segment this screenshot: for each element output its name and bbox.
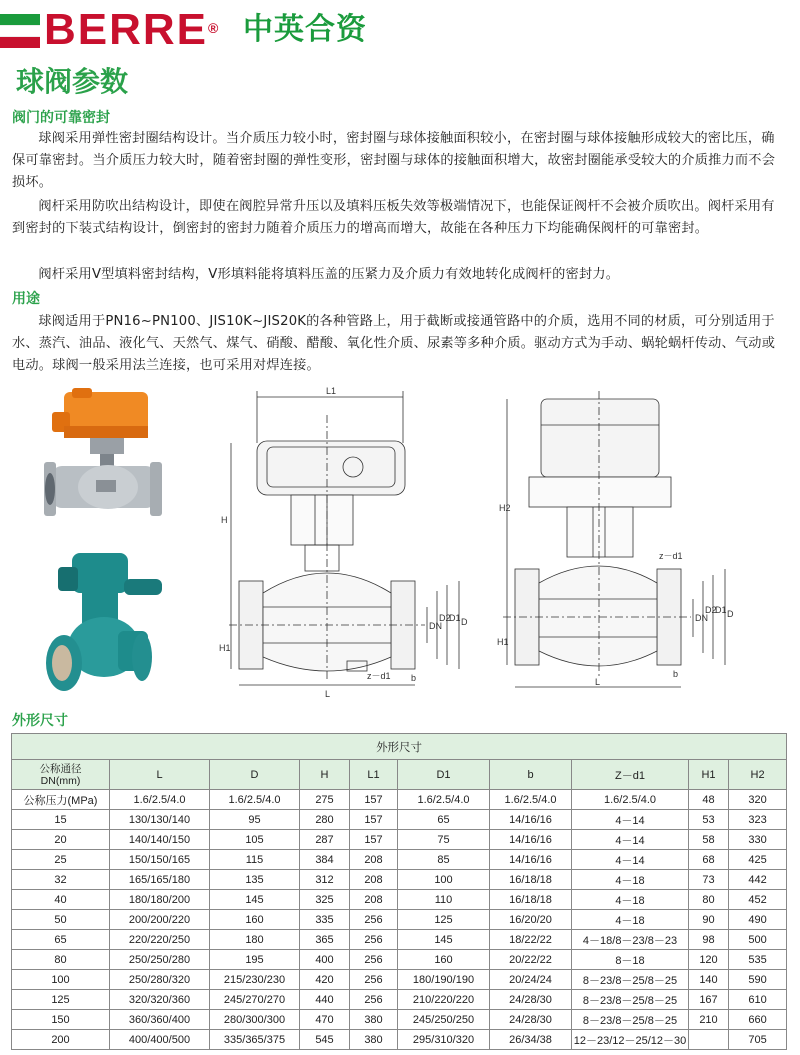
table-cell: 145 [398,930,490,950]
table-cell: 208 [350,890,398,910]
table-cell: 73 [689,870,729,890]
table-cell: 98 [689,930,729,950]
table-cell: 215/230/230 [210,970,300,990]
table-cell: 14/16/16 [490,830,572,850]
table-cell: 245/270/270 [210,990,300,1010]
table-cell: 180/190/190 [398,970,490,990]
table-cell: 256 [350,930,398,950]
section-heading-usage: 用途 [12,291,40,307]
table-cell: 287 [300,830,350,850]
brand-logo: BERRE® [44,5,221,54]
column-header: L1 [350,760,398,790]
table-cell: 400/400/500 [110,1030,210,1050]
table-cell: 105 [210,830,300,850]
table-cell: 610 [729,990,787,1010]
table-cell: 167 [689,990,729,1010]
table-row [12,790,787,810]
table-cell: 4－14 [572,850,689,870]
column-header: b [490,760,572,790]
table-row [12,970,787,990]
table-cell: 535 [729,950,787,970]
label-D1: D1 [715,605,727,615]
table-cell: 1.6/2.5/4.0 [110,790,210,810]
table-cell: 150/150/165 [110,850,210,870]
table-cell: 135 [210,870,300,890]
table-cell: 160 [398,950,490,970]
table-cell: 14/16/16 [490,810,572,830]
label-b: b [673,669,679,679]
table-cell: 16/18/18 [490,890,572,910]
table-cell: 590 [729,970,787,990]
label-L: L [325,689,331,699]
table-cell: 130/130/140 [110,810,210,830]
table-cell: 140/140/150 [110,830,210,850]
table-cell: 20/22/22 [490,950,572,970]
table-cell: 24/28/30 [490,1010,572,1030]
column-header: Z－d1 [572,760,689,790]
table-cell: 250/280/320 [110,970,210,990]
table-cell: 40 [12,890,110,910]
header [0,0,800,62]
column-header: L [110,760,210,790]
table-cell: 380 [350,1030,398,1050]
table-cell: 58 [689,830,729,850]
paragraph: 球阀采用弹性密封圈结构设计。当介质压力较小时，密封圈与球体接触面积较小，在密封圈与球体接触形成较大的密比压，确保可靠密封。当介质压力较大时，随着密封圈的弹性变形，密封圈与球体的接触面积增大，故密封圈能承受较大的介质推力而不会损坏。 [12,131,776,190]
table-cell: 365 [300,930,350,950]
table-row [12,990,787,1010]
table-cell: 323 [729,810,787,830]
table-cell: 384 [300,850,350,870]
table-cell: 200 [12,1030,110,1050]
table-cell: 400 [300,950,350,970]
table-cell: 660 [729,1010,787,1030]
table-cell: 8－18 [572,950,689,970]
table-cell: 1.6/2.5/4.0 [572,790,689,810]
table-row [12,930,787,950]
table-cell: 256 [350,950,398,970]
section-heading-dimensions: 外形尺寸 [12,713,68,729]
table-cell: 280/300/300 [210,1010,300,1030]
column-header: H1 [689,760,729,790]
table-cell: 150 [12,1010,110,1030]
table-cell: 18/22/22 [490,930,572,950]
label-H: H [221,515,228,525]
table-cell: 125 [398,910,490,930]
label-D1: D1 [449,613,461,623]
table-cell: 120 [689,950,729,970]
table-cell: 180 [210,930,300,950]
table-cell: 14/16/16 [490,850,572,870]
table-cell: 452 [729,890,787,910]
label-z-d1: z－d1 [659,551,683,561]
table-cell: 360/360/400 [110,1010,210,1030]
table-cell: 195 [210,950,300,970]
table-cell: 208 [350,850,398,870]
label-H1: H1 [497,637,509,647]
table-cell: 312 [300,870,350,890]
table-cell: 4－18 [572,870,689,890]
column-header: D [210,760,300,790]
column-header: H2 [729,760,787,790]
table-cell: 26/34/38 [490,1030,572,1050]
table-cell: 442 [729,870,787,890]
table-cell: 75 [398,830,490,850]
table-cell: 公称压力(MPa) [12,790,110,810]
table-cell: 157 [350,790,398,810]
table-cell: 320 [729,790,787,810]
table-cell: 500 [729,930,787,950]
label-DN: DN [695,613,708,623]
table-cell: 16/18/18 [490,870,572,890]
label-L1: L1 [326,386,337,396]
table-cell: 12－23/12－25/12－30 [572,1030,689,1050]
table-row [12,950,787,970]
table-cell: 90 [689,910,729,930]
table-cell: 200/200/220 [110,910,210,930]
column-header: D1 [398,760,490,790]
table-cell: 24/28/30 [490,990,572,1010]
table-cell: 490 [729,910,787,930]
table-cell: 100 [12,970,110,990]
table-cell: 110 [398,890,490,910]
dimension-drawing-right [495,385,745,705]
table-cell: 275 [300,790,350,810]
table-cell: 4－18 [572,890,689,910]
table-cell: 220/220/250 [110,930,210,950]
table-cell: 440 [300,990,350,1010]
table-cell: 1.6/2.5/4.0 [490,790,572,810]
table-cell: 420 [300,970,350,990]
table-cell: 295/310/320 [398,1030,490,1050]
table-cell: 8－23/8－25/8－25 [572,970,689,990]
table-cell: 425 [729,850,787,870]
table-cell: 160 [210,910,300,930]
table-row [12,910,787,930]
table-cell: 65 [12,930,110,950]
table-caption: 外形尺寸 [12,734,787,760]
table-cell: 115 [210,850,300,870]
table-header-row [12,760,787,790]
table-cell: 208 [350,870,398,890]
table-cell: 53 [689,810,729,830]
table-row [12,890,787,910]
label-H2: H2 [499,503,511,513]
label-D2: D2 [439,613,451,623]
table-row [12,870,787,890]
label-b: b [411,673,417,683]
label-D2: D2 [705,605,717,615]
table-row [12,1010,787,1030]
table-cell: 335/365/375 [210,1030,300,1050]
table-cell: 210 [689,1010,729,1030]
table-cell: 180/180/200 [110,890,210,910]
table-cell: 256 [350,910,398,930]
table-cell: 330 [729,830,787,850]
table-cell: 140 [689,970,729,990]
table-cell: 65 [398,810,490,830]
page-title: 球阀参数 [16,65,129,98]
table-cell: 4－14 [572,830,689,850]
table-cell: 4－18 [572,910,689,930]
paragraph: 球阀适用于PN16~PN100、JIS10K~JIS20K的各种管路上，用于截断或接通管路中的介质，选用不同的材质，可分别适用于水、蒸汽、油品、液化气、天然气、煤气、硝酸、醋酸、氧化性介质、尿素等多种介质。驱动方式为手动、蜗轮蜗杆传动、气动或电动。球阀一般采用法兰连接，也可采用对焊连接。 [12,314,776,373]
table-cell: 4－14 [572,810,689,830]
label-z-d1: z－d1 [367,671,391,681]
table-cell: 4－18/8－23/8－23 [572,930,689,950]
brand-tagline: 中英合资 [243,12,367,47]
table-cell: 335 [300,910,350,930]
table-cell: 470 [300,1010,350,1030]
paragraph: 阀杆采用V型填料密封结构，V形填料能将填料压盖的压紧力及介质力有效地转化成阀杆的密封力。 [38,267,620,282]
label-D: D [727,609,734,619]
label-DN: DN [429,621,442,631]
dimension-drawing-left [215,385,475,705]
table-row [12,850,787,870]
label-L: L [595,677,601,687]
table-cell: 80 [12,950,110,970]
ball-valve-worm-gear-photo [38,545,166,705]
table-cell: 280 [300,810,350,830]
paragraph: 阀杆采用防吹出结构设计，即使在阀腔异常升压以及填料压板失效等极端情况下，也能保证阀杆不会被介质吹出。阀杆采用有到密封的下装式结构设计，倒密封的密封力随着介质压力的增高而增大，故能在各种压力下均能确保阀杆的可靠密封。 [12,199,775,236]
table-cell: 68 [689,850,729,870]
table-cell: 8－23/8－25/8－25 [572,990,689,1010]
flag-logo [0,14,40,46]
table-cell: 20/24/24 [490,970,572,990]
table-cell: 320/320/360 [110,990,210,1010]
table-cell: 380 [350,1010,398,1030]
table-cell [689,1030,729,1050]
table-cell: 1.6/2.5/4.0 [210,790,300,810]
table-cell: 15 [12,810,110,830]
table-cell: 125 [12,990,110,1010]
table-cell: 256 [350,990,398,1010]
table-cell: 95 [210,810,300,830]
table-cell: 705 [729,1030,787,1050]
table-cell: 165/165/180 [110,870,210,890]
dimension-table [11,733,787,1050]
table-cell: 85 [398,850,490,870]
table-cell: 80 [689,890,729,910]
table-row [12,810,787,830]
label-H1: H1 [219,643,231,653]
table-cell: 250/250/280 [110,950,210,970]
ball-valve-electric-photo [38,386,166,536]
table-cell: 16/20/20 [490,910,572,930]
label-D: D [461,617,468,627]
table-cell: 8－23/8－25/8－25 [572,1010,689,1030]
table-cell: 100 [398,870,490,890]
table-cell: 20 [12,830,110,850]
table-cell: 157 [350,810,398,830]
table-cell: 1.6/2.5/4.0 [398,790,490,810]
table-cell: 157 [350,830,398,850]
table-cell: 32 [12,870,110,890]
table-cell: 325 [300,890,350,910]
table-cell: 545 [300,1030,350,1050]
column-header: 公称通径 DN(mm) [12,760,110,790]
table-cell: 50 [12,910,110,930]
table-row [12,1030,787,1050]
table-cell: 256 [350,970,398,990]
table-cell: 210/220/220 [398,990,490,1010]
table-cell: 145 [210,890,300,910]
column-header: H [300,760,350,790]
section-heading-seal: 阀门的可靠密封 [12,110,110,126]
table-cell: 25 [12,850,110,870]
table-row [12,830,787,850]
table-cell: 245/250/250 [398,1010,490,1030]
table-cell: 48 [689,790,729,810]
